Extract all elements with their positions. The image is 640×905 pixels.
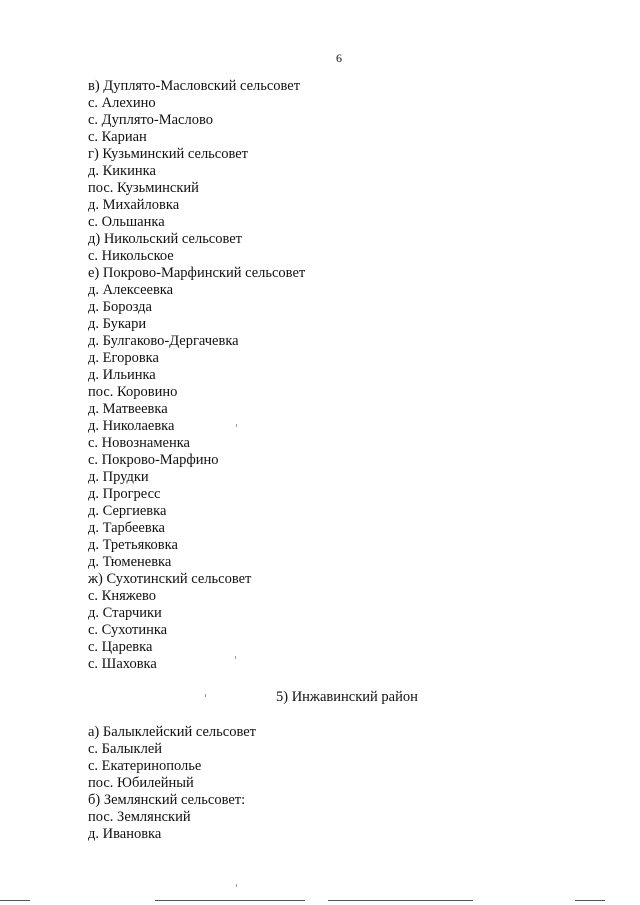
page-number: 6: [336, 51, 342, 65]
list-item: с. Новознаменка: [88, 435, 190, 451]
list-item: е) Покрово-Марфинский сельсовет: [88, 265, 306, 281]
scan-speck: [236, 884, 237, 887]
list-item: б) Землянский сельсовет:: [88, 792, 246, 808]
list-item: д. Ивановка: [88, 826, 162, 842]
list-item: с. Кариан: [88, 129, 147, 145]
list-item: с. Балыклей: [88, 741, 163, 757]
scan-edge-line: [155, 900, 305, 901]
list-item: в) Дуплято-Масловский сельсовет: [88, 78, 301, 94]
list-item: с. Ольшанка: [88, 214, 165, 230]
list-item: д. Егоровка: [88, 350, 159, 366]
list-item: с. Никольское: [88, 248, 174, 264]
list-item: пос. Коровино: [88, 384, 178, 400]
scan-edge-line: [328, 900, 473, 901]
scan-edge-line: [0, 900, 30, 901]
settlement-list-section-1: [88, 78, 305, 673]
list-item: с. Царевка: [88, 639, 153, 655]
list-item: д. Прогресс: [88, 486, 161, 502]
list-item: г) Кузьминский сельсовет: [88, 146, 249, 162]
list-item: д. Борозда: [88, 299, 152, 315]
list-item: д. Прудки: [88, 469, 149, 485]
list-item: д. Букари: [88, 316, 147, 332]
list-item: пос. Юбилейный: [88, 775, 194, 791]
list-item: пос. Землянский: [88, 809, 191, 825]
list-item: д. Алексеевка: [88, 282, 174, 298]
scan-speck: [235, 656, 236, 659]
list-item: пос. Кузьминский: [88, 180, 199, 196]
list-item: с. Шаховка: [88, 656, 157, 672]
settlement-list-section-2: [88, 724, 256, 843]
list-item: д. Старчики: [88, 605, 162, 621]
list-item: д. Кикинка: [88, 163, 156, 179]
list-item: с. Дуплято-Маслово: [88, 112, 213, 128]
list-item: а) Балыклейский сельсовет: [88, 724, 256, 740]
scan-speck: [205, 694, 206, 697]
district-heading: 5) Инжавинский район: [276, 689, 418, 705]
list-item: д. Тюменевка: [88, 554, 172, 570]
list-item: с. Сухотинка: [88, 622, 168, 638]
list-item: д) Никольский сельсовет: [88, 231, 243, 247]
list-item: с. Алехино: [88, 95, 156, 111]
list-item: д. Ильинка: [88, 367, 156, 383]
list-item: с. Княжево: [88, 588, 157, 604]
list-item: с. Покрово-Марфино: [88, 452, 219, 468]
list-item: ж) Сухотинский сельсовет: [88, 571, 252, 587]
list-item: д. Матвеевка: [88, 401, 168, 417]
list-item: д. Михайловка: [88, 197, 180, 213]
list-item: д. Булгаково-Дергачевка: [88, 333, 239, 349]
list-item: д. Третьяковка: [88, 537, 178, 553]
scan-speck: [236, 424, 237, 427]
list-item: с. Екатеринополье: [88, 758, 202, 774]
list-item: д. Сергиевка: [88, 503, 167, 519]
list-item: д. Николаевка: [88, 418, 175, 434]
list-item: д. Тарбеевка: [88, 520, 165, 536]
scan-edge-line: [575, 900, 605, 901]
